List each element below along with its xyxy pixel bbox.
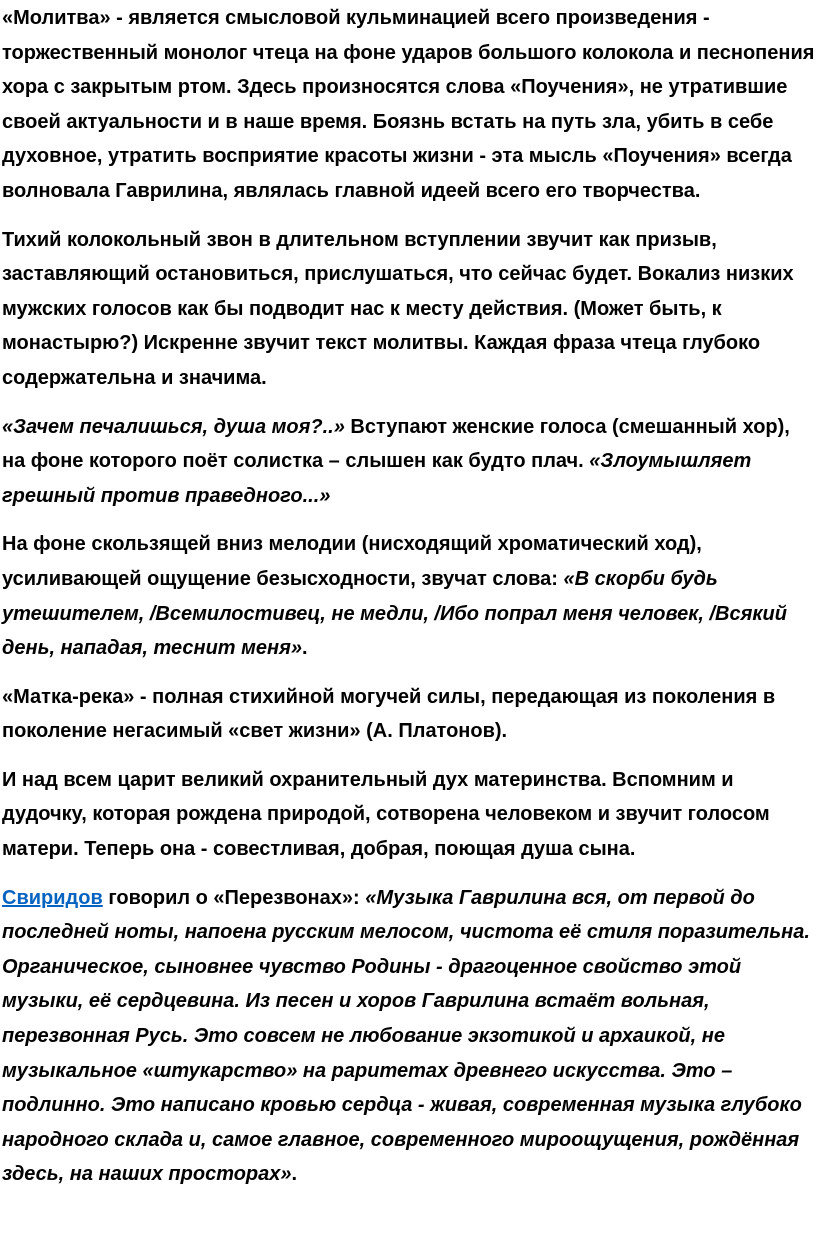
paragraph-text: «Матка-река» - полная стихийной могучей силы, передающая из поколения в поколение негасимый «свет жизни» (А. Платонов). (2, 685, 776, 743)
quote-text: «В скорби будь утешителем, /Всемилостивец, не медли, /Ибо попрал меня человек, /Всякий день, нападая, теснит меня» (2, 567, 787, 660)
paragraph-matka-reka (2, 680, 816, 749)
paragraph-prayer (2, 1, 816, 209)
paragraph-text: И над всем царит великий охранительный дух материнства. Вспомним и дудочку, которая рождена природой, сотворена человеком и звучит голосом матери. Теперь она - совестливая, добрая, поющая душа сына. (2, 768, 770, 861)
paragraph-motherhood (2, 763, 816, 867)
sviridov-link[interactable]: Свиридов (2, 886, 103, 909)
paragraph-sviridov-quote (2, 881, 816, 1192)
paragraph-text: Тихий колокольный звон в длительном вступлении звучит как призыв, заставляющий остановиться, прислушаться, что сейчас будет. Вокализ низких мужских голосов как бы подводит нас к месту действия. (Может быть, к монастырю?) Искренне звучит текст молитвы. Каждая фраза чтеца глубоко содержательна и значима. (2, 228, 794, 389)
paragraph-text: говорил о «Перезвонах»: (102, 886, 366, 909)
quote-text: «Зачем печалишься, душа моя?..» (2, 415, 345, 438)
paragraph-end: . (291, 1163, 298, 1186)
quote-text: «Музыка Гаврилина вся, от первой до последней ноты, напоена русским мелосом, чистота её стиля поразительна. Органическое, сыновнее чувство Родины - драгоценное свойство этой музыки, её сердцевина. Из песен и хоров Гаврилина встаёт вольная, перезвонная Русь. Это совсем не любование экзотикой и архаикой, не музыкальное «штукарство» на раритетах древнего искусства. Это – подлинно. Это написано кровью сердца - живая, современная музыка глубоко народного склада и, самое главное, современного мироощущения, рождённая здесь, на наших просторах» (2, 886, 810, 1186)
paragraph-female-voices (2, 410, 816, 514)
paragraph-text: Вступают женские голоса (смешанный хор), на фоне которого поёт солистка – слышен как будто плач. (2, 415, 790, 473)
paragraph-descending-melody (2, 527, 816, 665)
paragraph-end: . (302, 637, 308, 660)
paragraph-bell-ringing (2, 223, 816, 396)
paragraph-text: «Молитва» - является смысловой кульминацией всего произведения - торжественный монолог чтеца на фоне ударов большого колокола и песнопения хора с закрытым ртом. Здесь произносятся слова «Поучения», не утратившие своей актуальности и в наше время. Боязнь встать на путь зла, убить в себе духовное, утратить восприятие красоты жизни - эта мысль «Поучения» всегда волновала Гаврилина, являлась главной идеей всего его творчества. (2, 7, 815, 202)
quote-text: «Злоумышляет грешный против праведного...» (2, 450, 752, 507)
paragraph-text: На фоне скользящей вниз мелодии (нисходящий хроматический ход), усиливающей ощущение безысходности, звучат слова: (2, 533, 702, 590)
